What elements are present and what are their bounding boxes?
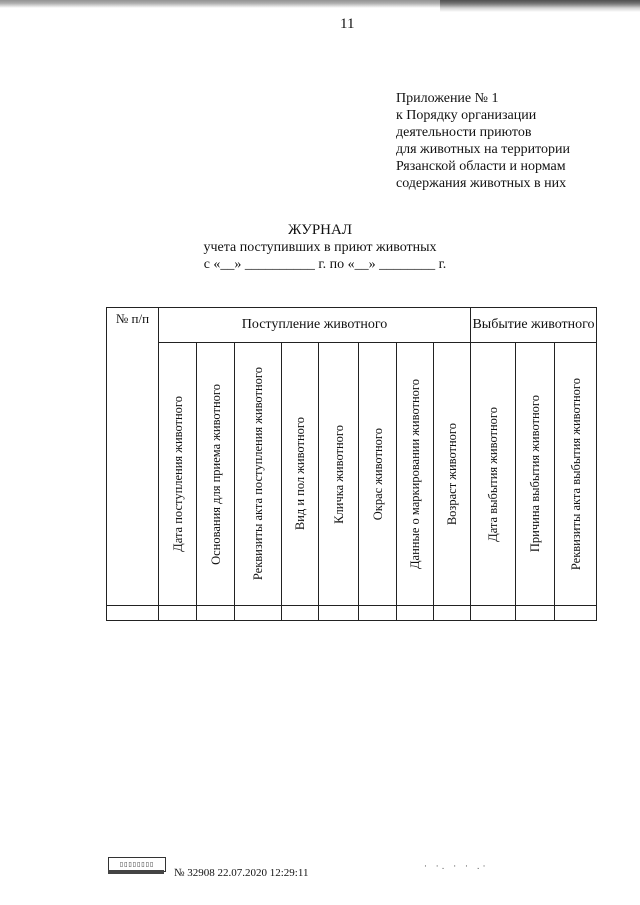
appendix-line: деятельности приютов [396, 125, 532, 140]
group-header-intake: Поступление животного [159, 308, 471, 343]
column-header-label: Причина выбытия животного [528, 395, 542, 553]
registry-stamp-base [108, 870, 164, 874]
column-header-number: № п/п [107, 308, 159, 606]
column-header [359, 343, 397, 606]
registry-stamp-logo: ▯▯▯▯▯▯▯▯ [108, 857, 166, 872]
column-header [516, 343, 555, 606]
scan-edge-top-right [440, 0, 640, 12]
column-header-label: Реквизиты акта поступления животного [251, 367, 265, 581]
table-cell [159, 606, 197, 621]
appendix-line: Рязанской области и нормам [396, 159, 566, 174]
column-header-label: Дата выбытия животного [486, 406, 500, 542]
table-cell [319, 606, 359, 621]
table-cell [516, 606, 555, 621]
column-header [555, 343, 597, 606]
column-header [282, 343, 319, 606]
table-cell [555, 606, 597, 621]
column-header [197, 343, 235, 606]
journal-subtitle: учета поступивших в приют животных [203, 240, 437, 255]
column-header [159, 343, 197, 606]
table-cell [197, 606, 235, 621]
table-cell [359, 606, 397, 621]
registration-number: № 32908 22.07.2020 12:29:11 [174, 867, 309, 879]
appendix-line: к Порядку организации [396, 108, 537, 123]
group-header-exit: Выбытие животного [471, 308, 597, 343]
appendix-line: для животных на территории [396, 142, 571, 157]
column-header-label: Вид и пол животного [293, 417, 307, 531]
scan-specks: · ·. · · .· [424, 862, 489, 872]
journal-table [106, 307, 597, 621]
journal-period: с «__» __________ г. по «__» ________ г. [203, 257, 447, 272]
column-header-label: Дата поступления животного [170, 396, 185, 552]
column-header-label: Возраст животного [445, 422, 459, 526]
column-header-label: Окрас животного [370, 427, 385, 521]
table-cell [235, 606, 282, 621]
column-header [434, 343, 471, 606]
column-header-label: Реквизиты акта выбытия животного [568, 377, 583, 571]
table-cell [282, 606, 319, 621]
column-header-label: Кличка животного [331, 424, 346, 524]
column-header-label: Основания для приема животного [208, 383, 223, 565]
column-header [235, 343, 282, 606]
appendix-block [396, 90, 636, 192]
column-header [471, 343, 516, 606]
appendix-line: содержания животных в них [396, 176, 567, 191]
column-header [319, 343, 359, 606]
table-row [107, 606, 597, 621]
table-cell [471, 606, 516, 621]
table-cell [397, 606, 434, 621]
column-header [397, 343, 434, 606]
table-cell [107, 606, 159, 621]
appendix-line: Приложение № 1 [396, 91, 499, 106]
journal-title: ЖУРНАЛ [287, 222, 353, 238]
page-number: 11 [340, 16, 355, 32]
table-cell [434, 606, 471, 621]
column-header-label: Данные о маркировании животного [408, 379, 422, 569]
